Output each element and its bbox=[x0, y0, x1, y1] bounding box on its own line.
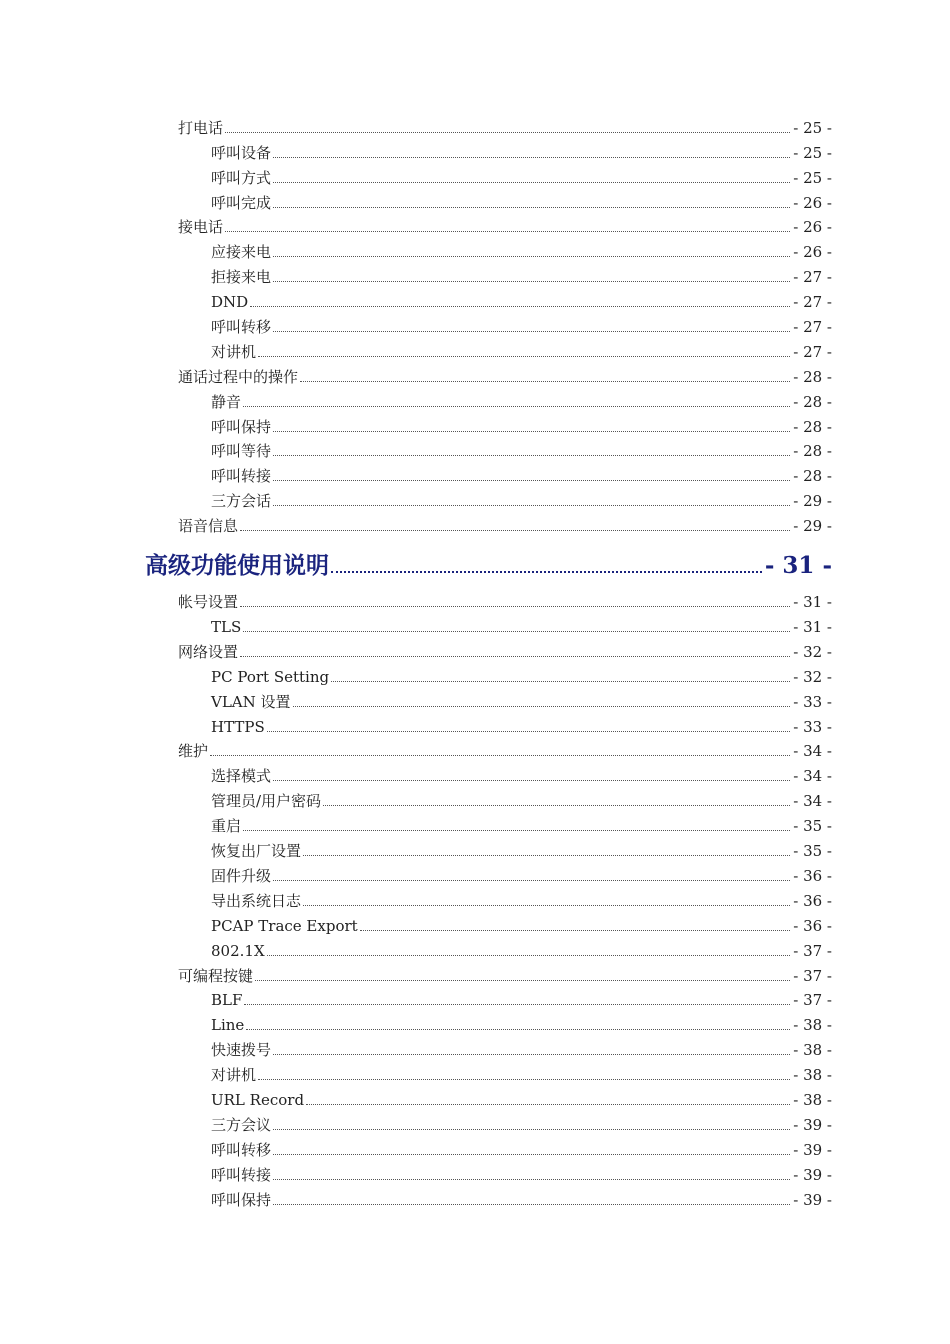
toc-dot-leader bbox=[303, 905, 790, 906]
toc-entry-page-number: - 37 - bbox=[793, 941, 832, 960]
toc-entry-label: TLS bbox=[211, 618, 242, 637]
toc-entry[interactable] bbox=[0, 614, 832, 639]
toc-entry-page-number: - 26 - bbox=[793, 218, 832, 237]
toc-entry[interactable] bbox=[0, 140, 832, 165]
toc-entry[interactable] bbox=[0, 239, 832, 264]
toc-dot-leader bbox=[240, 530, 790, 531]
toc-entry-page-number: - 31 - bbox=[764, 552, 832, 580]
toc-entry-page-number: - 33 - bbox=[793, 692, 832, 711]
toc-entry[interactable] bbox=[0, 588, 832, 614]
toc-entry[interactable] bbox=[0, 1062, 832, 1087]
toc-entry-label: 三方会议 bbox=[211, 1115, 272, 1134]
toc-entry-label: 呼叫保持 bbox=[211, 1190, 272, 1209]
toc-entry-label: 管理员/用户密码 bbox=[211, 792, 322, 811]
toc-entry-label: Line bbox=[211, 1016, 245, 1035]
toc-entry-page-number: - 39 - bbox=[793, 1190, 832, 1209]
toc-entry-label: 呼叫转接 bbox=[211, 467, 272, 486]
toc-entry-label: VLAN 设置 bbox=[211, 692, 291, 711]
toc-dot-leader bbox=[306, 1104, 790, 1105]
toc-dot-leader bbox=[331, 571, 762, 573]
toc-dot-leader bbox=[273, 182, 790, 183]
toc-entry-label: 呼叫转移 bbox=[211, 318, 272, 337]
toc-entry-label: 高级功能使用说明 bbox=[145, 552, 329, 580]
toc-entry[interactable] bbox=[0, 938, 832, 963]
toc-entry-label: 快速拨号 bbox=[211, 1041, 272, 1060]
toc-entry-page-number: - 26 - bbox=[793, 243, 832, 262]
toc-entry-page-number: - 38 - bbox=[793, 1090, 832, 1109]
toc-dot-leader bbox=[273, 431, 790, 432]
toc-entry-page-number: - 34 - bbox=[793, 792, 832, 811]
toc-entry[interactable] bbox=[0, 639, 832, 664]
toc-entry[interactable] bbox=[0, 339, 832, 364]
toc-entry-page-number: - 36 - bbox=[793, 916, 832, 935]
toc-entry-label: 对讲机 bbox=[211, 1066, 257, 1085]
toc-dot-leader bbox=[303, 855, 790, 856]
toc-dot-leader bbox=[360, 930, 791, 931]
toc-entry-page-number: - 28 - bbox=[793, 392, 832, 411]
toc-dot-leader bbox=[273, 1204, 790, 1205]
toc-entry[interactable] bbox=[0, 838, 832, 863]
toc-dot-leader bbox=[210, 755, 790, 756]
toc-entry-label: 呼叫等待 bbox=[211, 442, 272, 461]
toc-entry-page-number: - 39 - bbox=[793, 1115, 832, 1134]
toc-entry-page-number: - 35 - bbox=[793, 817, 832, 836]
toc-entry-label: 可编程按键 bbox=[178, 966, 254, 985]
toc-entry[interactable] bbox=[0, 1162, 832, 1187]
toc-entry-page-number: - 38 - bbox=[793, 1066, 832, 1085]
toc-entry-label: URL Record bbox=[211, 1090, 305, 1109]
toc-entry-page-number: - 32 - bbox=[793, 642, 832, 661]
toc-entry[interactable] bbox=[0, 888, 832, 913]
toc-entry-page-number: - 27 - bbox=[793, 342, 832, 361]
toc-dot-leader bbox=[225, 231, 790, 232]
toc-entry-label: HTTPS bbox=[211, 717, 265, 736]
toc-entry-page-number: - 37 - bbox=[793, 966, 832, 985]
toc-entry-page-number: - 37 - bbox=[793, 991, 832, 1010]
toc-dot-leader bbox=[323, 805, 790, 806]
toc-entry-label: 帐号设置 bbox=[178, 593, 239, 612]
toc-entry[interactable] bbox=[0, 1012, 832, 1037]
toc-entry-label: 应接来电 bbox=[211, 243, 272, 262]
toc-entry-label: 静音 bbox=[211, 392, 242, 411]
toc-dot-leader bbox=[273, 1179, 790, 1180]
toc-entry[interactable] bbox=[0, 1087, 832, 1112]
toc-entry-page-number: - 28 - bbox=[793, 442, 832, 461]
toc-dot-leader bbox=[243, 406, 790, 407]
toc-entry-page-number: - 29 - bbox=[793, 492, 832, 511]
toc-entry-page-number: - 31 - bbox=[793, 618, 832, 637]
toc-entry-page-number: - 27 - bbox=[793, 293, 832, 312]
toc-entry-label: 维护 bbox=[178, 742, 209, 761]
toc-entry[interactable] bbox=[0, 714, 832, 739]
toc-entry-label: 通话过程中的操作 bbox=[178, 367, 299, 386]
toc-entry-label: 呼叫完成 bbox=[211, 193, 272, 212]
toc-entry-label: 重启 bbox=[211, 817, 242, 836]
toc-entry-page-number: - 28 - bbox=[793, 417, 832, 436]
toc-chapter-entry[interactable] bbox=[0, 538, 832, 588]
toc-dot-leader bbox=[273, 505, 790, 506]
toc-entry-label: 呼叫转移 bbox=[211, 1140, 272, 1159]
toc-entry-page-number: - 25 - bbox=[793, 168, 832, 187]
toc-dot-leader bbox=[273, 480, 790, 481]
toc-dot-leader bbox=[273, 157, 790, 158]
toc-entry[interactable] bbox=[0, 963, 832, 988]
toc-entry[interactable] bbox=[0, 988, 832, 1013]
toc-dot-leader bbox=[293, 706, 791, 707]
toc-entry-label: 网络设置 bbox=[178, 642, 239, 661]
toc-dot-leader bbox=[244, 1004, 790, 1005]
toc-entry-label: 拒接来电 bbox=[211, 268, 272, 287]
toc-dot-leader bbox=[267, 731, 790, 732]
toc-entry-page-number: - 32 - bbox=[793, 667, 832, 686]
toc-entry-label: 语音信息 bbox=[178, 517, 239, 536]
toc-entry[interactable] bbox=[0, 165, 832, 190]
toc-entry[interactable] bbox=[0, 1112, 832, 1137]
toc-entry-page-number: - 26 - bbox=[793, 193, 832, 212]
toc-entry-page-number: - 38 - bbox=[793, 1041, 832, 1060]
toc-entry[interactable] bbox=[0, 1187, 832, 1212]
toc-dot-leader bbox=[243, 830, 790, 831]
toc-entry-label: 呼叫方式 bbox=[211, 168, 272, 187]
toc-entry-label: 导出系统日志 bbox=[211, 891, 302, 910]
toc-dot-leader bbox=[273, 256, 790, 257]
toc-entry-page-number: - 38 - bbox=[793, 1016, 832, 1035]
toc-entry-page-number: - 25 - bbox=[793, 143, 832, 162]
toc-entry[interactable] bbox=[0, 289, 832, 314]
toc-entry-label: 呼叫保持 bbox=[211, 417, 272, 436]
toc-entry-page-number: - 27 - bbox=[793, 318, 832, 337]
toc-entry-page-number: - 36 - bbox=[793, 866, 832, 885]
toc-entry-page-number: - 39 - bbox=[793, 1165, 832, 1184]
toc-entry-page-number: - 34 - bbox=[793, 742, 832, 761]
toc-entry[interactable] bbox=[0, 863, 832, 888]
toc-entry[interactable] bbox=[0, 513, 832, 538]
toc-dot-leader bbox=[273, 281, 790, 282]
toc-dot-leader bbox=[273, 455, 790, 456]
toc-entry[interactable] bbox=[0, 264, 832, 289]
toc-entry[interactable] bbox=[0, 913, 832, 938]
toc-entry-page-number: - 36 - bbox=[793, 891, 832, 910]
toc-entry[interactable] bbox=[0, 664, 832, 689]
table-of-contents bbox=[0, 115, 950, 1212]
toc-entry-page-number: - 35 - bbox=[793, 842, 832, 861]
toc-entry-label: 呼叫转接 bbox=[211, 1165, 272, 1184]
toc-dot-leader bbox=[273, 1129, 790, 1130]
toc-entry[interactable] bbox=[0, 115, 832, 140]
toc-dot-leader bbox=[250, 306, 790, 307]
toc-entry[interactable] bbox=[0, 463, 832, 488]
toc-dot-leader bbox=[258, 356, 790, 357]
toc-entry[interactable] bbox=[0, 813, 832, 838]
toc-dot-leader bbox=[258, 1079, 790, 1080]
toc-entry[interactable] bbox=[0, 763, 832, 788]
toc-entry-label: PC Port Setting bbox=[211, 667, 330, 686]
toc-dot-leader bbox=[331, 681, 790, 682]
toc-dot-leader bbox=[240, 606, 790, 607]
toc-dot-leader bbox=[273, 880, 790, 881]
toc-entry-page-number: - 27 - bbox=[793, 268, 832, 287]
toc-entry-page-number: - 25 - bbox=[793, 118, 832, 137]
toc-dot-leader bbox=[273, 331, 790, 332]
toc-entry-page-number: - 34 - bbox=[793, 767, 832, 786]
toc-entry-label: BLF bbox=[211, 991, 243, 1010]
toc-entry-page-number: - 39 - bbox=[793, 1140, 832, 1159]
toc-dot-leader bbox=[273, 1154, 790, 1155]
toc-dot-leader bbox=[243, 631, 790, 632]
toc-entry-label: 呼叫设备 bbox=[211, 143, 272, 162]
toc-entry[interactable] bbox=[0, 488, 832, 513]
toc-entry-label: 三方会话 bbox=[211, 492, 272, 511]
toc-entry[interactable] bbox=[0, 439, 832, 464]
toc-entry[interactable] bbox=[0, 739, 832, 764]
toc-entry-page-number: - 28 - bbox=[793, 467, 832, 486]
toc-dot-leader bbox=[273, 780, 790, 781]
toc-entry-page-number: - 31 - bbox=[793, 593, 832, 612]
toc-entry-label: 固件升级 bbox=[211, 866, 272, 885]
toc-entry-label: 打电话 bbox=[178, 118, 224, 137]
toc-dot-leader bbox=[225, 132, 790, 133]
toc-dot-leader bbox=[255, 980, 790, 981]
toc-entry-label: 恢复出厂设置 bbox=[211, 842, 302, 861]
toc-entry-label: 802.1X bbox=[211, 941, 265, 960]
toc-entry[interactable] bbox=[0, 1137, 832, 1162]
toc-dot-leader bbox=[273, 207, 790, 208]
toc-entry-label: 对讲机 bbox=[211, 342, 257, 361]
toc-entry-page-number: - 29 - bbox=[793, 517, 832, 536]
toc-entry[interactable] bbox=[0, 314, 832, 339]
toc-entry-page-number: - 28 - bbox=[793, 367, 832, 386]
toc-dot-leader bbox=[240, 656, 790, 657]
toc-entry[interactable] bbox=[0, 1037, 832, 1062]
toc-entry-label: PCAP Trace Export bbox=[211, 916, 358, 935]
toc-entry-label: 接电话 bbox=[178, 218, 224, 237]
toc-entry[interactable] bbox=[0, 389, 832, 414]
toc-dot-leader bbox=[300, 381, 790, 382]
toc-entry[interactable] bbox=[0, 689, 832, 714]
toc-entry[interactable] bbox=[0, 215, 832, 240]
toc-entry-label: DND bbox=[211, 293, 249, 312]
toc-entry-page-number: - 33 - bbox=[793, 717, 832, 736]
toc-entry-label: 选择模式 bbox=[211, 767, 272, 786]
toc-entry[interactable] bbox=[0, 364, 832, 389]
toc-dot-leader bbox=[267, 955, 791, 956]
toc-entry[interactable] bbox=[0, 414, 832, 439]
toc-dot-leader bbox=[273, 1054, 790, 1055]
toc-entry[interactable] bbox=[0, 788, 832, 813]
toc-entry[interactable] bbox=[0, 190, 832, 215]
toc-dot-leader bbox=[246, 1029, 790, 1030]
